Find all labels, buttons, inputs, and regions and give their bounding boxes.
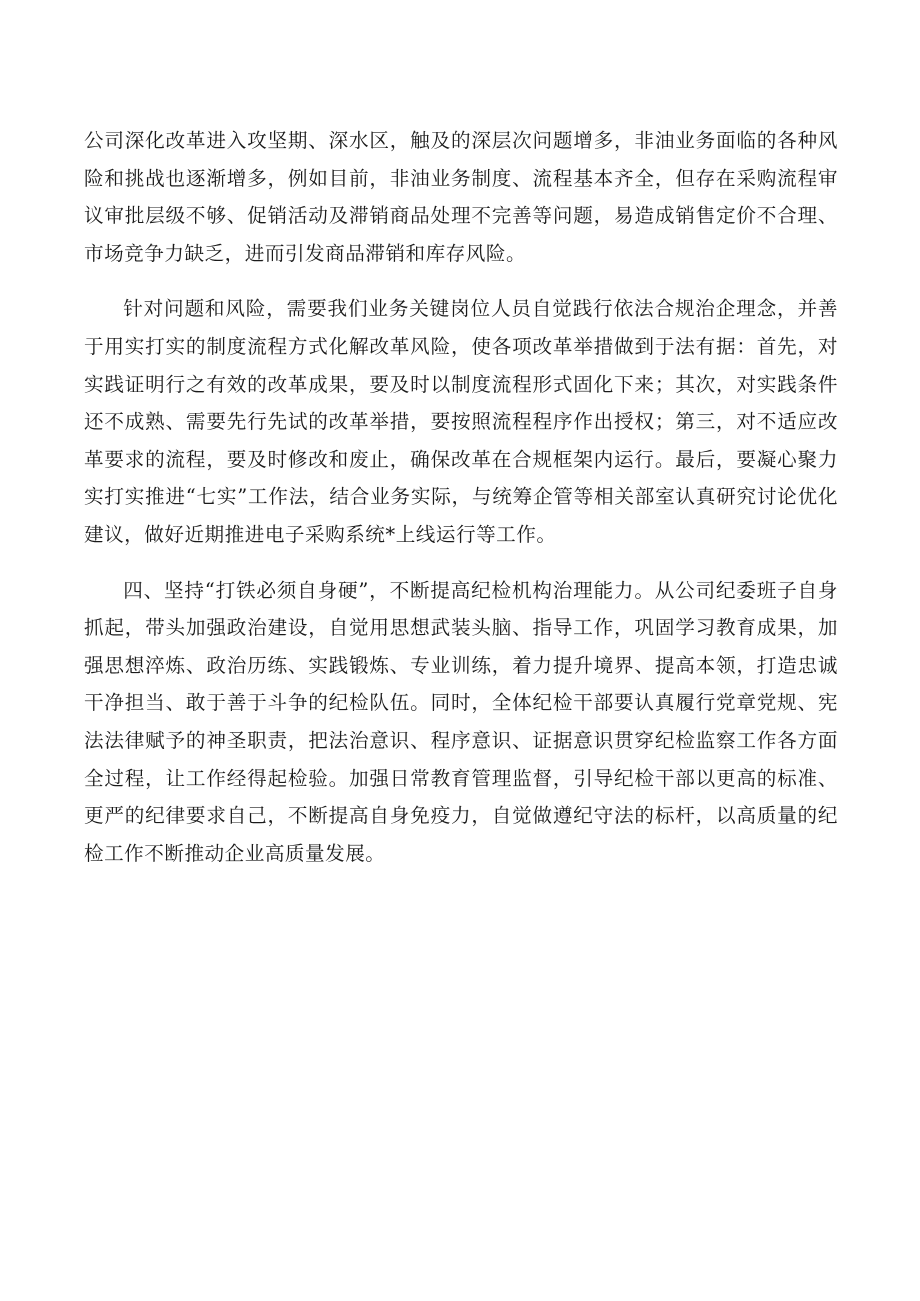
paragraph-1: 公司深化改革进入攻坚期、深水区，触及的深层次问题增多，非油业务面临的各种风险和挑战也逐渐增多，例如目前，非油业务制度、流程基本齐全，但存在采购流程审议审批层级不够、促销活动及滞销商品处理不完善等问题，易造成销售定价不合理、市场竞争力缺乏，进而引发商品滞销和库存风险。	[84, 129, 838, 265]
paragraph-3: 四、坚持“打铁必须自身硬”，不断提高纪检机构治理能力。从公司纪委班子自身抓起，带头加强政治建设，自觉用思想武装头脑、指导工作，巩固学习教育成果，加强思想淬炼、政治历练、实践锻炼、专业训练，着力提升境界、提高本领，打造忠诚干净担当、敢于善于斗争的纪检队伍。同时，全体纪检干部要认真履行党章党规、宪法法律赋予的神圣职责，把法治意识、程序意识、证据意识贯穿纪检监察工作各方面全过程，让工作经得起检验。加强日常教育管理监督，引导纪检干部以更高的标准、更严的纪律要求自己，不断提高自身免疫力，自觉做遵纪守法的标杆，以高质量的纪检工作不断推动企业高质量发展。	[84, 578, 838, 865]
paragraph-2: 针对问题和风险，需要我们业务关键岗位人员自觉践行依法合规治企理念，并善于用实打实的制度流程方式化解改革风险，使各项改革举措做到于法有据：首先，对实践证明行之有效的改革成果，要及时以制度流程形式固化下来；其次，对实践条件还不成熟、需要先行先试的改革举措，要按照流程程序作出授权；第三，对不适应改革要求的流程，要及时修改和废止，确保改革在合规框架内运行。最后，要凝心聚力实打实推进“七实”工作法，结合业务实际，与统筹企管等相关部室认真研究讨论优化建议，做好近期推进电子采购系统*上线运行等工作。	[84, 297, 838, 546]
document-body	[84, 122, 838, 872]
